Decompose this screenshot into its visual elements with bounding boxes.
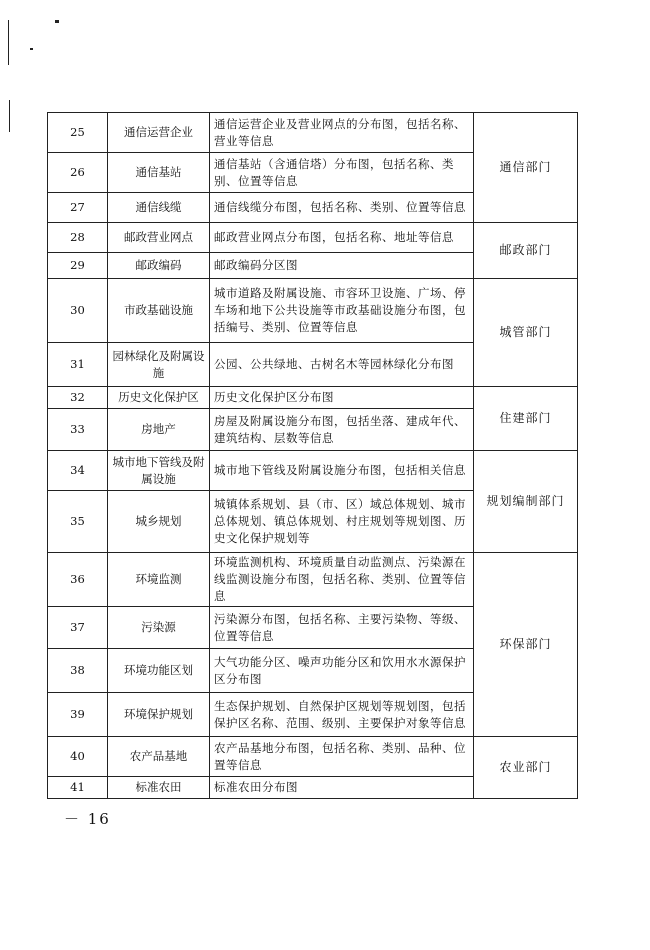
row-content: 城镇体系规划、县（市、区）域总体规划、城市总体规划、镇总体规划、村庄规划等规划图、历史文化保护规划等 (210, 491, 474, 553)
row-name: 农产品基地 (108, 737, 210, 777)
row-content: 通信线缆分布图，包括名称、类别、位置等信息 (210, 193, 474, 223)
row-number: 32 (48, 387, 108, 409)
department-cell: 环保部门 (474, 553, 578, 737)
row-content: 通信运营企业及营业网点的分布图，包括名称、营业等信息 (210, 113, 474, 153)
row-content: 房屋及附属设施分布图，包括坐落、建成年代、建筑结构、层数等信息 (210, 409, 474, 451)
scan-mark-dot (55, 20, 59, 23)
row-name: 城乡规划 (108, 491, 210, 553)
row-content: 城市地下管线及附属设施分布图，包括相关信息 (210, 451, 474, 491)
row-content: 邮政营业网点分布图，包括名称、地址等信息 (210, 223, 474, 253)
row-number: 31 (48, 343, 108, 387)
row-name: 通信运营企业 (108, 113, 210, 153)
row-name: 邮政编码 (108, 253, 210, 279)
department-cell: 规划编制部门 (474, 451, 578, 553)
row-name: 通信线缆 (108, 193, 210, 223)
row-number: 30 (48, 279, 108, 343)
row-number: 28 (48, 223, 108, 253)
row-content: 通信基站（含通信塔）分布图，包括名称、类别、位置等信息 (210, 153, 474, 193)
row-number: 29 (48, 253, 108, 279)
table-row (48, 553, 578, 607)
row-name: 标准农田 (108, 777, 210, 799)
row-number: 25 (48, 113, 108, 153)
row-number: 33 (48, 409, 108, 451)
department-cell: 住建部门 (474, 387, 578, 451)
row-number: 37 (48, 607, 108, 649)
row-number: 26 (48, 153, 108, 193)
table-row (48, 279, 578, 343)
row-content: 城市道路及附属设施、市容环卫设施、广场、停车场和地下公共设施等市政基础设施分布图，包括编号、类别、位置等信息 (210, 279, 474, 343)
department-cell: 通信部门 (474, 113, 578, 223)
row-number: 36 (48, 553, 108, 607)
row-number: 27 (48, 193, 108, 223)
scan-mark-left (9, 100, 10, 132)
table-row (48, 387, 578, 409)
department-cell: 农业部门 (474, 737, 578, 799)
row-content: 生态保护规划、自然保护区规划等规划图，包括保护区名称、范围、级别、主要保护对象等信息 (210, 693, 474, 737)
row-name: 市政基础设施 (108, 279, 210, 343)
row-number: 38 (48, 649, 108, 693)
row-name: 环境保护规划 (108, 693, 210, 737)
row-content: 标准农田分布图 (210, 777, 474, 799)
table-row (48, 451, 578, 491)
row-number: 41 (48, 777, 108, 799)
row-name: 环境功能区划 (108, 649, 210, 693)
table-row (48, 737, 578, 777)
department-cell: 城管部门 (474, 279, 578, 387)
row-content: 公园、公共绿地、古树名木等园林绿化分布图 (210, 343, 474, 387)
row-number: 35 (48, 491, 108, 553)
scan-mark-dot-small (30, 48, 33, 50)
row-content: 污染源分布图，包括名称、主要污染物、等级、位置等信息 (210, 607, 474, 649)
row-name: 污染源 (108, 607, 210, 649)
row-number: 40 (48, 737, 108, 777)
row-content: 邮政编码分区图 (210, 253, 474, 279)
data-catalog-table (47, 112, 577, 799)
row-content: 大气功能分区、噪声功能分区和饮用水水源保护区分布图 (210, 649, 474, 693)
page-number: － 16 (64, 810, 111, 828)
row-name: 环境监测 (108, 553, 210, 607)
row-number: 39 (48, 693, 108, 737)
row-name: 园林绿化及附属设施 (108, 343, 210, 387)
row-content: 农产品基地分布图，包括名称、类别、品种、位置等信息 (210, 737, 474, 777)
table-row (48, 113, 578, 153)
scan-mark-top (8, 20, 9, 65)
row-name: 邮政营业网点 (108, 223, 210, 253)
row-name: 通信基站 (108, 153, 210, 193)
row-name: 房地产 (108, 409, 210, 451)
row-content: 环境监测机构、环境质量自动监测点、污染源在线监测设施分布图，包括名称、类别、位置等信息 (210, 553, 474, 607)
row-name: 历史文化保护区 (108, 387, 210, 409)
department-cell: 邮政部门 (474, 223, 578, 279)
row-content: 历史文化保护区分布图 (210, 387, 474, 409)
row-name: 城市地下管线及附属设施 (108, 451, 210, 491)
table-row (48, 223, 578, 253)
row-number: 34 (48, 451, 108, 491)
